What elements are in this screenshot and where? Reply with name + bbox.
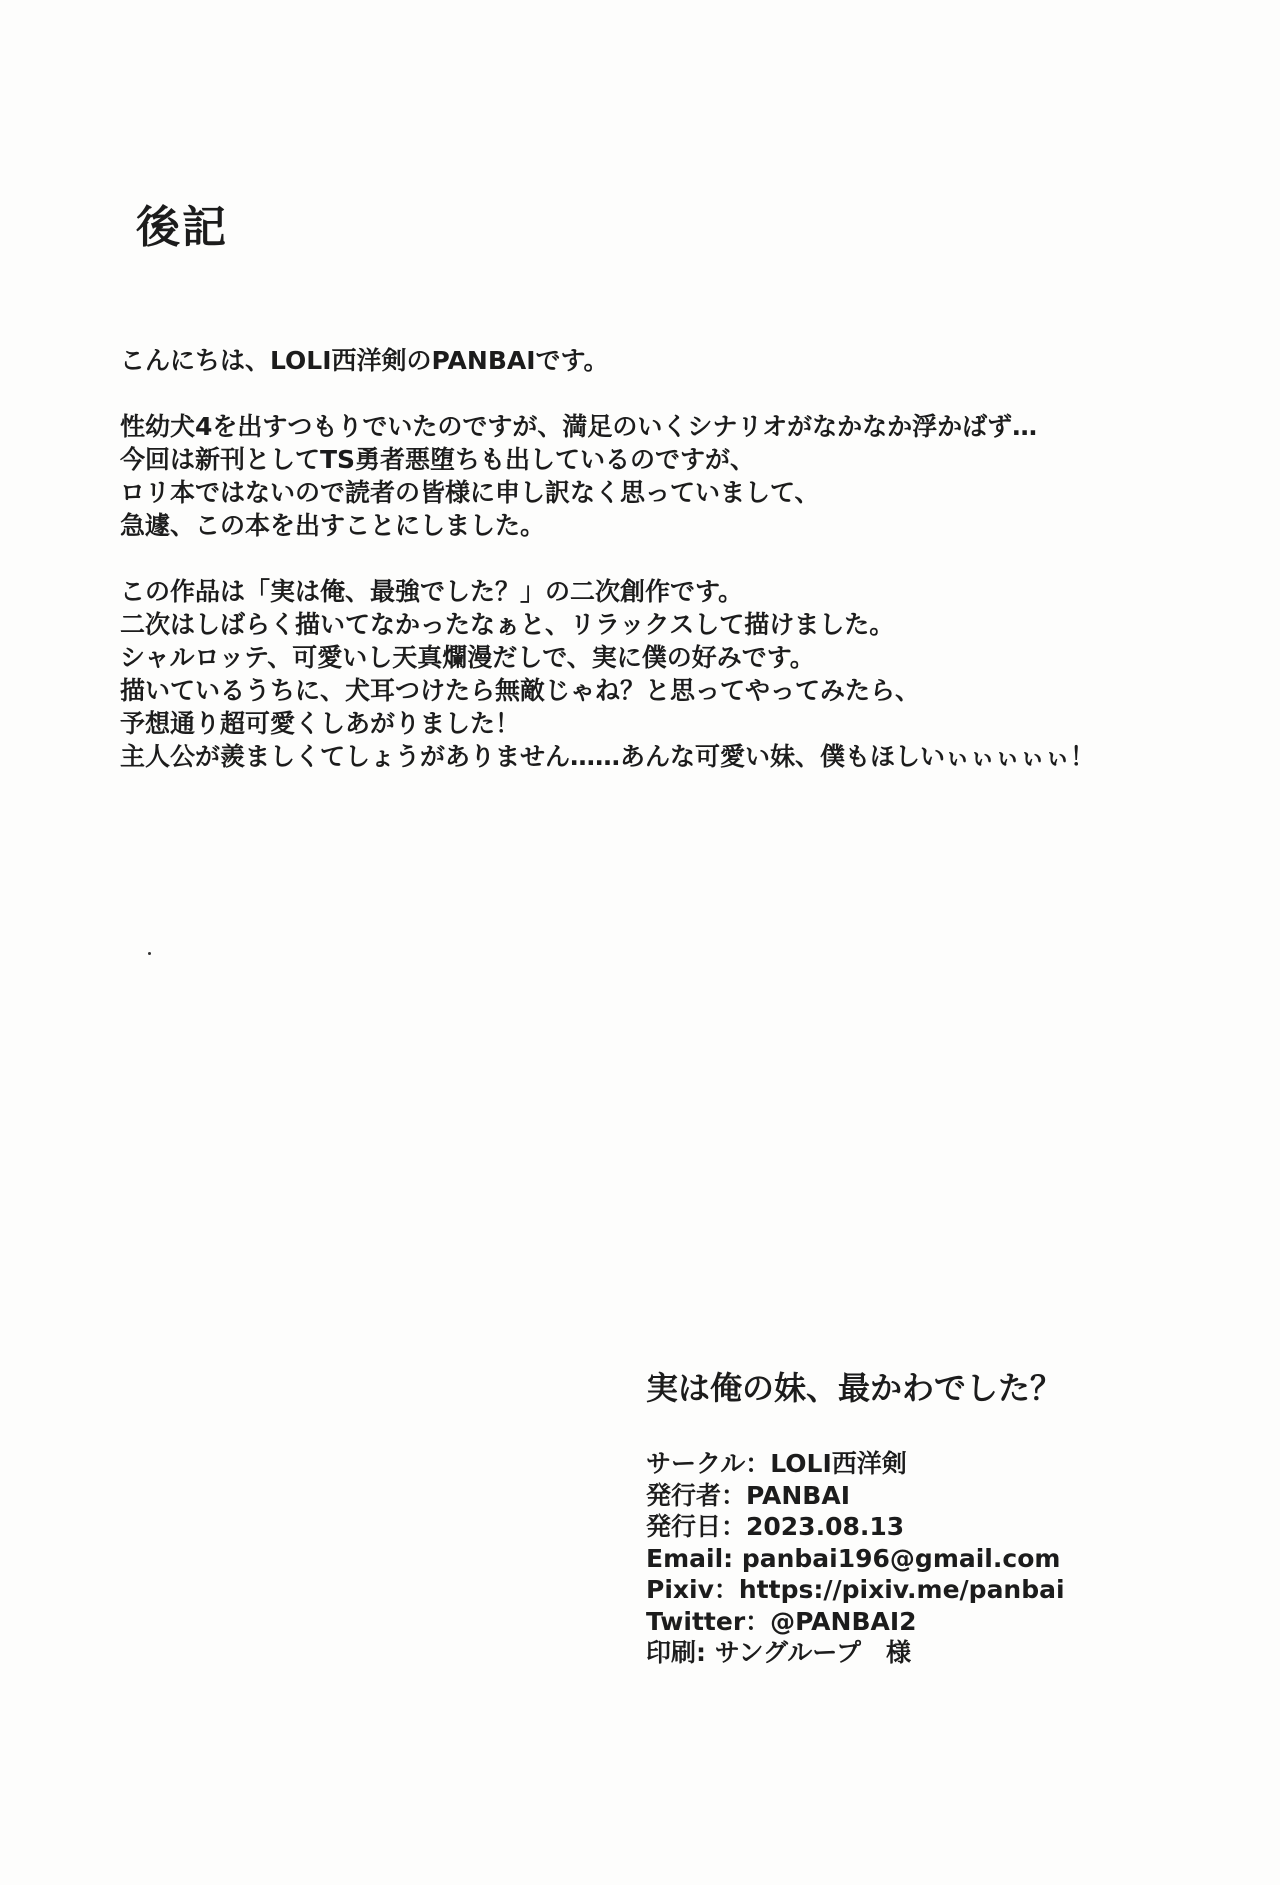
body-line: 今回は新刊としてTS勇者悪堕ちも出しているのですが、 (120, 445, 756, 474)
book-title: 実は俺の妹、最かわでした？ (646, 1369, 1063, 1407)
afterword-paragraph-1 (120, 344, 1080, 377)
body-line: シャルロッテ、可愛いし天真爛漫だしで、実に僕の好みです。 (120, 643, 815, 672)
printer-line: 印刷: サングループ 様 (646, 1638, 911, 1667)
ink-speck (148, 952, 151, 955)
afterword-body (120, 344, 1096, 806)
body-line: こんにちは、LOLI西洋剣のPANBAIです。 (120, 346, 609, 375)
publish-date-line: 発行日：2023.08.13 (646, 1512, 905, 1541)
body-line: 描いているうちに、犬耳つけたら無敵じゃね？と思ってやってみたら、 (120, 676, 921, 705)
publisher-line: 発行者：PANBAI (646, 1480, 851, 1510)
body-line: 二次はしばらく描いてなかったなぁと、リラックスして描けました。 (120, 610, 895, 639)
body-line: この作品は「実は俺、最強でした？」の二次創作です。 (120, 577, 744, 606)
email-line: Email: panbai196@gmail.com (646, 1543, 1061, 1573)
body-line: ロリ本ではないので読者の皆様に申し訳なく思っていまして、 (120, 478, 820, 507)
colophon-details (646, 1448, 1246, 1669)
afterword-paragraph-3 (120, 575, 1096, 773)
circle-line: サークル：LOLI西洋剣 (646, 1449, 907, 1478)
body-line: 予想通り超可愛くしあがりました！ (120, 709, 521, 738)
body-line: 急遽、この本を出すことにしました。 (120, 511, 546, 540)
afterword-heading: 後記 (136, 202, 228, 253)
pixiv-line: Pixiv：https://pixiv.me/panbai (646, 1575, 1065, 1604)
body-line: 性幼犬4を出すつもりでいたのですが、満足のいくシナリオがなかなか浮かばず… (120, 412, 1038, 441)
body-line: 主人公が羨ましくてしょうがありません……あんな可愛い妹、僕もほしいぃぃぃぃぃ！ (120, 742, 1096, 771)
afterword-paragraph-2 (120, 410, 1080, 542)
colophon (646, 1369, 1246, 1669)
twitter-line: Twitter：@PANBAI2 (646, 1606, 917, 1636)
